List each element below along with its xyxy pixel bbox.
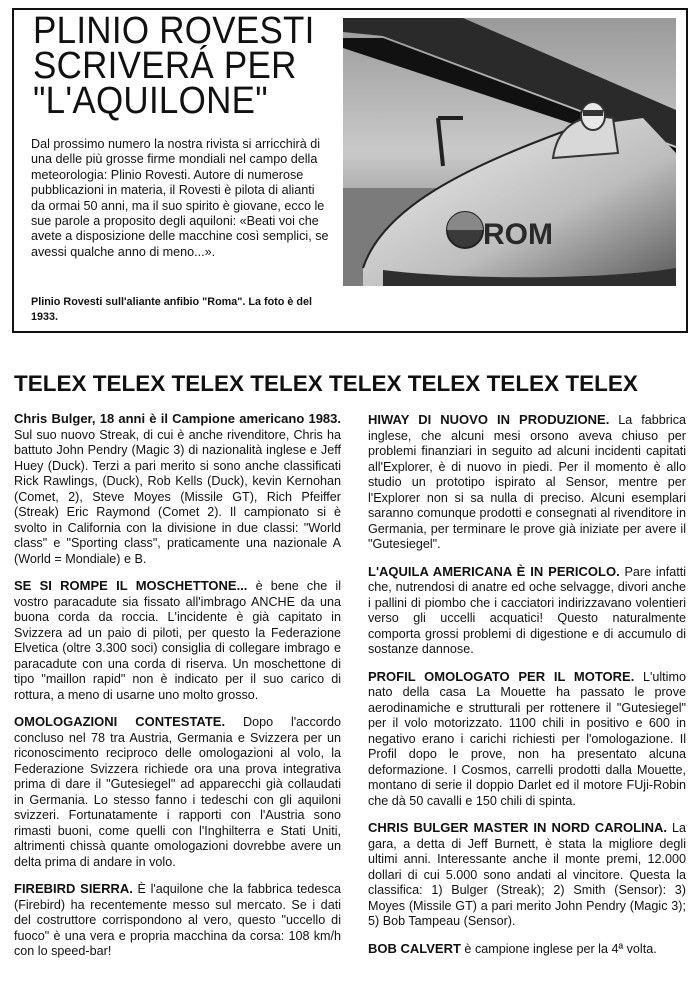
news-item-lead: PROFIL OMOLOGATO PER IL MOTORE. (368, 668, 635, 684)
news-item-body: è bene che il vostro paracadute sia fissato all'imbrago ANCHE da una buona corda da roccia. L'incidente è già capitato in Svizzera ad un paio di piloti, per questo la Federazione Elvetica (oltre 3.300 soci) consiglia di collegare imbrago e paracadute con una corda di riserva. Un moschettone di tipo "maillon rapid" non è indicato per il suo carico di rottura, a meno di usarne uno molto grosso. (14, 579, 341, 702)
news-item-hiway (368, 412, 686, 553)
news-item-calvert (368, 941, 686, 958)
news-item-lead: BOB CALVERT (368, 940, 461, 956)
headline (33, 10, 315, 122)
telex-banner: TELEX TELEX TELEX TELEX TELEX TELEX TELEX TELEX (14, 371, 638, 396)
news-item-body: L'ultimo nato della casa La Mouette ha passato le prove aerodinamiche e strutturali per rottenere il "Gutesiegel" per il volo motorizzato. 1100 chili in positivo e 600 in negativo erano i carichi richiesti per l'omologazione. Il Profil dopo le prove, non ha presentato alcuna deformazione. I Cosmos, carrelli prodotti dalla Mouette, montano di serie il doppio Darlet ed il motore FUji-Robin che dà 50 cavalli e 150 chili di spinta. (368, 669, 686, 808)
headline-line-2: SCRIVERÁ PER (33, 45, 297, 87)
headline-line-3: "L'AQUILONE" (33, 80, 268, 122)
news-item-body: Dopo l'accordo concluso nel 78 tra Austria, Germania e Svizzera per un riconoscimento reciproco delle omologazioni al volo, la Federazione Svizzera richiede ora una prova integrativa prima di dare il "Gutesiegel" ad apparecchi già collaudati in Germania. Lo stesso fanno i tedeschi con gli aquiloni svizzeri. Fortunatamente i rapporti con l'Austria sono rimasti buoni, come quelli con l'Inghilterra e Stati Uniti, altrimenti chissà quante omologazioni dovrebbe avere un delta prima di andare in volo. (14, 715, 341, 869)
news-item-body: La gara, a detta di Jeff Burnett, è stata la migliore degli ultimi anni. Interessante anche il monte premi, 12.000 dollari di cui 5.000 sono andati al vincitore. Questa la classifica: 1) Bulger (Streak); 2) Smith (Sensor): 3) Moyes (Missile GT) a pari merito John Pendry (Magic 3); 5) Bob Tampeau (Sensor). (368, 821, 686, 928)
news-item-lead: HIWAY DI NUOVO IN PRODUZIONE. (368, 412, 610, 427)
news-item-body: È l'aquilone che la fabbrica tedesca (Firebird) ha recentemente messo sul mercato. Se i dati del costruttore corrispondono al vero, questo "uccello di fuoco" è una vera e propria macchina da corsa: 108 km/h con lo speed-bar! (14, 882, 341, 958)
intro-paragraph: Dal prossimo numero la nostra rivista si arricchirà di una delle più grosse firme mondiali nel campo della meteorologia: Plinio Rovesti. Autore di numerose pubblicazioni in materia, il Rovesti è pilota di alianti da ormai 50 anni, ma il suo spirito è giovane, ecco le sue parole a proposito degli aquiloni: «Beati voi che avete a disposizione delle macchine così semplici, se avessi qualche anno di meno...». (31, 137, 329, 259)
news-item-lead: Chris Bulger, 18 anni è il Campione americano 1983. (14, 411, 341, 426)
news-item-lead: SE SI ROMPE IL MOSCHETTONE... (14, 578, 248, 593)
news-item-moschettone (14, 578, 341, 703)
news-item-body: La fabbrica inglese, che alcuni mesi orsono aveva chiuso per problemi finanziari in seguito ad alcuni incidenti capitati all'Explorer, è di nuovo in piedi. Per il momento è allo studio un prototipo ispirato al Sensor, mentre per l'Explorer non si sa nulla di preciso. Alcuni esemplari saranno comunque prodotti e consegnati al rivenditore in Germania, per terminare le prove già iniziate per avere il "Gutesiegel". (368, 413, 687, 551)
news-item-aquila (368, 564, 686, 658)
news-item-body: è campione inglese per la 4ª volta. (460, 941, 657, 956)
glider-photo (343, 18, 676, 286)
hull-lettering: ROM (483, 218, 553, 251)
headline-line-1: PLINIO ROVESTI (33, 10, 315, 52)
news-item-lead: OMOLOGAZIONI CONTESTATE. (14, 714, 226, 729)
news-item-body: Pare infatti che, nutrendosi di anatre ed oche selvagge, divori anche i pallini di piombo che i cacciatori indirizzavano volentieri verso gli uccelli acquatici! Questo naturalmente comporta grossi problemi di digestione e di accumulo di sostanze dannose. (368, 564, 687, 656)
left-column (14, 411, 341, 971)
photo-caption: Plinio Rovesti sull'aliante anfibio "Roma". La foto è del 1933. (31, 296, 312, 323)
news-item-lead: FIREBIRD SIERRA. (14, 881, 133, 896)
news-item-lead: CHRIS BULGER MASTER IN NORD CAROLINA. (368, 820, 668, 835)
right-column (368, 412, 686, 968)
news-item-profil (368, 669, 686, 810)
news-item-omologazioni (14, 714, 341, 870)
news-item-lead: L'AQUILA AMERICANA È IN PERICOLO. (368, 563, 620, 579)
news-item-nord-carolina (368, 820, 686, 930)
news-item-bulger-champion (14, 411, 341, 567)
news-item-body: Sul suo nuovo Streak, di cui è anche rivenditore, Chris ha battuto John Pendry (Magic 3) di nazionalità inglese e Jeff Huey (Duck). Terzi a pari merito si sono anche classificati Rick Rawlings, (Duck), Rob Kells (Duck), kevin Kernohan (Comet, 2), Steve Moyes (Missile GT), Rich Pfeiffer (Streak) Eric Raymond (Comet 2). Il campionato si è svolto in California con la divisione in due classi: "World class" e "Sporting class", praticamente una nazionale A (World = Mondiale) e B. (14, 427, 341, 566)
news-item-firebird (14, 881, 341, 960)
